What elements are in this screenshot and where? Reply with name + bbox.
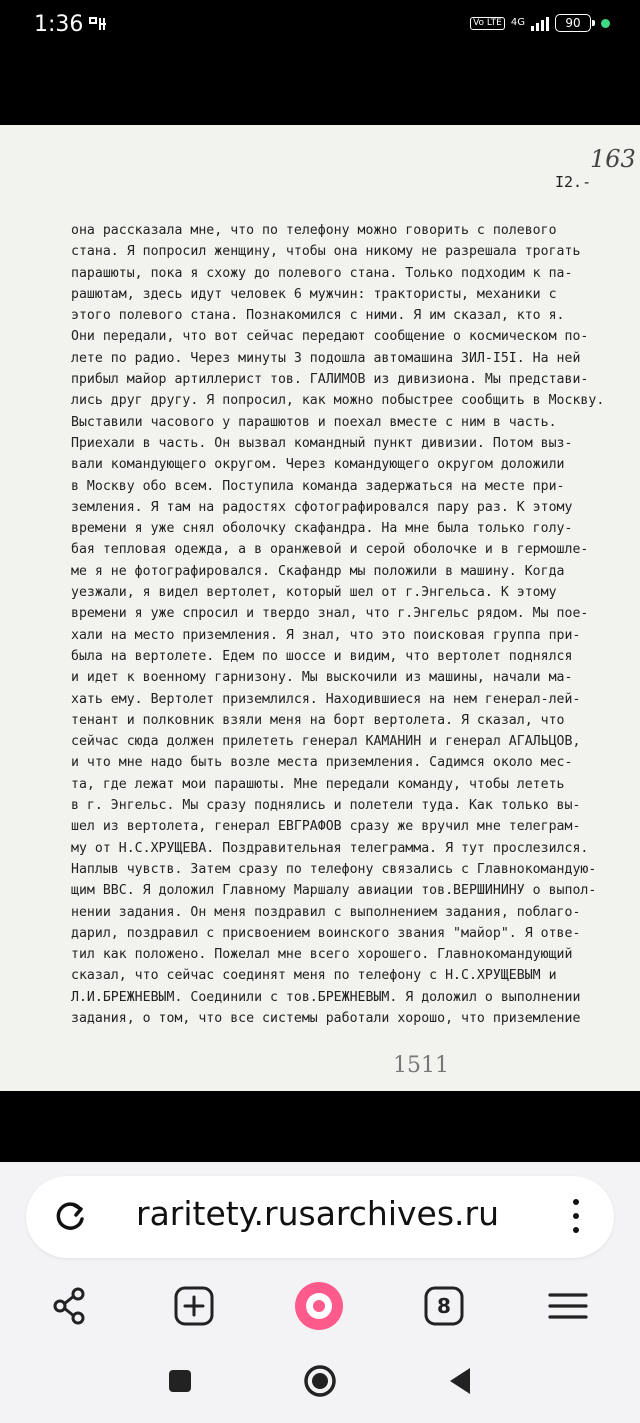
document-line: этого полевого стана. Познакомился с ними. Я им сказал, кто я. bbox=[71, 308, 565, 324]
document-line: вали командующего округом. Через командующего округом доложили bbox=[71, 457, 565, 473]
document-line: времени я уже спросил и твердо знал, что г.Энгельс рядом. Мы пое- bbox=[71, 606, 589, 622]
address-bar[interactable] bbox=[26, 1176, 614, 1258]
document-line: она рассказала мне, что по телефону можно говорить с полевого bbox=[71, 223, 557, 238]
document-line: задания, о том, что все системы работали хорошо, что приземление bbox=[71, 1010, 581, 1026]
document-line: Они передали, что вот сейчас передают сообщение о космическом по- bbox=[71, 329, 589, 345]
document-line: земления. Я там на радостях сфотографировался пару раз. К этому bbox=[71, 499, 573, 515]
handwritten-page-number: 163 bbox=[590, 145, 636, 173]
document-line: сейчас сюда должен прилететь генерал КАМАНИН и генерал АГАЛЬЦОВ, bbox=[71, 734, 581, 750]
document-line: времени я уже снял оболочку скафандра. На мне была только голу- bbox=[71, 521, 573, 537]
new-tab-icon[interactable] bbox=[172, 1284, 216, 1328]
document-line: му от Н.С.ХРУЩЕВА. Поздравительная телеграмма. Я тут прослезился. bbox=[71, 840, 589, 856]
back-icon[interactable] bbox=[446, 1360, 490, 1404]
document-line: хали на место приземления. Я знал, что это поисковая группа при- bbox=[71, 627, 581, 643]
privacy-indicator-dot bbox=[601, 19, 610, 28]
document-line: бая тепловая одежда, а в оранжевой и серой оболочке и в гермошле- bbox=[71, 542, 589, 558]
document-line: уезжали, я видел вертолет, который шел от г.Энгельса. К этому bbox=[71, 585, 557, 601]
alice-assistant-icon[interactable] bbox=[294, 1281, 344, 1331]
browser-toolbar bbox=[0, 1284, 640, 1334]
document-line: нении задания. Он меня поздравил с выполнением задания, поблаго- bbox=[71, 904, 581, 920]
signal-icon bbox=[531, 15, 549, 31]
document-line: тил как положено. Пожелал мне всего хорошего. Главнокомандующий bbox=[71, 947, 573, 963]
tab-count: 8 bbox=[437, 1294, 451, 1318]
document-line: ме я не фотографировался. Скафандр мы положили в машину. Когда bbox=[71, 563, 565, 579]
document-line: лись друг другу. Я попросил, как можно побыстрее сообщить в Москву. bbox=[71, 393, 605, 409]
system-navigation-bar bbox=[0, 1360, 640, 1404]
document-line: была на вертолете. Едем по шоссе и видим, что вертолет поднялся bbox=[71, 648, 573, 664]
document-line: в г. Энгельс. Мы сразу поднялись и полетели туда. Как только вы- bbox=[71, 798, 581, 814]
document-line: Приехали в часть. Он вызвал командный пункт дивизии. Потом выз- bbox=[71, 435, 573, 451]
document-line: прибыл майор артиллерист тов. ГАЛИМОВ из дивизиона. Мы представи- bbox=[71, 372, 589, 388]
document-line: Выставили часового у парашютов и поехал вместе с ним в часть. bbox=[71, 414, 557, 430]
document-line: хать ему. Вертолет приземлился. Находившиеся на нем генерал-лей- bbox=[71, 691, 581, 707]
archive-number: 1511 bbox=[393, 1053, 449, 1078]
document-line: та, где лежат мои парашюты. Мне передали команду, чтобы лететь bbox=[71, 776, 565, 792]
document-line: и идет к военному гарнизону. Мы выскочили из машины, начали ма- bbox=[71, 670, 573, 686]
typed-page-mark: I2.- bbox=[555, 173, 592, 191]
hamburger-menu-icon[interactable] bbox=[546, 1284, 590, 1328]
status-bar bbox=[0, 0, 640, 54]
document-line: дарил, поздравил с присвоением воинского звания "майор". Я отве- bbox=[71, 925, 581, 941]
tabs-icon[interactable] bbox=[422, 1284, 466, 1328]
document-line: лете по радио. Через минуты 3 подошла автомашина ЗИЛ-I5I. На ней bbox=[71, 350, 581, 366]
battery-icon: 90 bbox=[555, 14, 591, 32]
document-line: и что мне надо быть возле места приземления. Садимся около мес- bbox=[71, 755, 573, 771]
volte-badge: Vo LTE bbox=[470, 17, 505, 30]
document-line: сказал, что сейчас соединят меня по телефону с Н.С.ХРУЩЕВЫМ и bbox=[71, 968, 557, 984]
sim-icon bbox=[88, 16, 110, 36]
document-line: Наплыв чувств. Затем сразу по телефону связались с Главнокомандую- bbox=[71, 861, 597, 877]
home-icon[interactable] bbox=[302, 1360, 346, 1404]
recents-icon[interactable] bbox=[166, 1360, 210, 1404]
document-line: Л.И.БРЕЖНЕВЫМ. Соединили с тов.БРЕЖНЕВЫМ. Я доложил о выполнении bbox=[71, 989, 581, 1005]
document-line: стана. Я попросил женщину, чтобы она никому не разрешала трогать bbox=[71, 244, 581, 260]
url-text[interactable]: raritety.rusarchives.ru bbox=[136, 1194, 499, 1233]
status-indicators bbox=[470, 14, 610, 32]
document-line: парашюты, пока я схожу до полевого стана. Только подходим к па- bbox=[71, 265, 573, 281]
kebab-menu-icon[interactable] bbox=[556, 1196, 596, 1236]
network-type: 4G bbox=[510, 17, 525, 28]
document-line: рашютам, здесь идут человек 6 мужчин: трактористы, механики с bbox=[71, 286, 557, 302]
browser-bottom-bar bbox=[0, 1162, 640, 1423]
document-page bbox=[0, 125, 640, 1091]
document-text bbox=[71, 220, 626, 1029]
share-icon[interactable] bbox=[48, 1284, 92, 1328]
document-line: щим ВВС. Я доложил Главному Маршалу авиации тов.ВЕРШИНИНУ о выпол- bbox=[71, 883, 597, 899]
document-line: в Москву обо всем. Поступила команда задержаться на месте при- bbox=[71, 478, 565, 494]
document-line: шел из вертолета, генерал ЕВГРАФОВ сразу же вручил мне телеграм- bbox=[71, 819, 581, 835]
status-time: 1:36 bbox=[34, 12, 84, 37]
reload-icon[interactable] bbox=[50, 1197, 90, 1237]
document-line: тенант и полковник взяли меня на борт вертолета. Я сказал, что bbox=[71, 712, 565, 728]
